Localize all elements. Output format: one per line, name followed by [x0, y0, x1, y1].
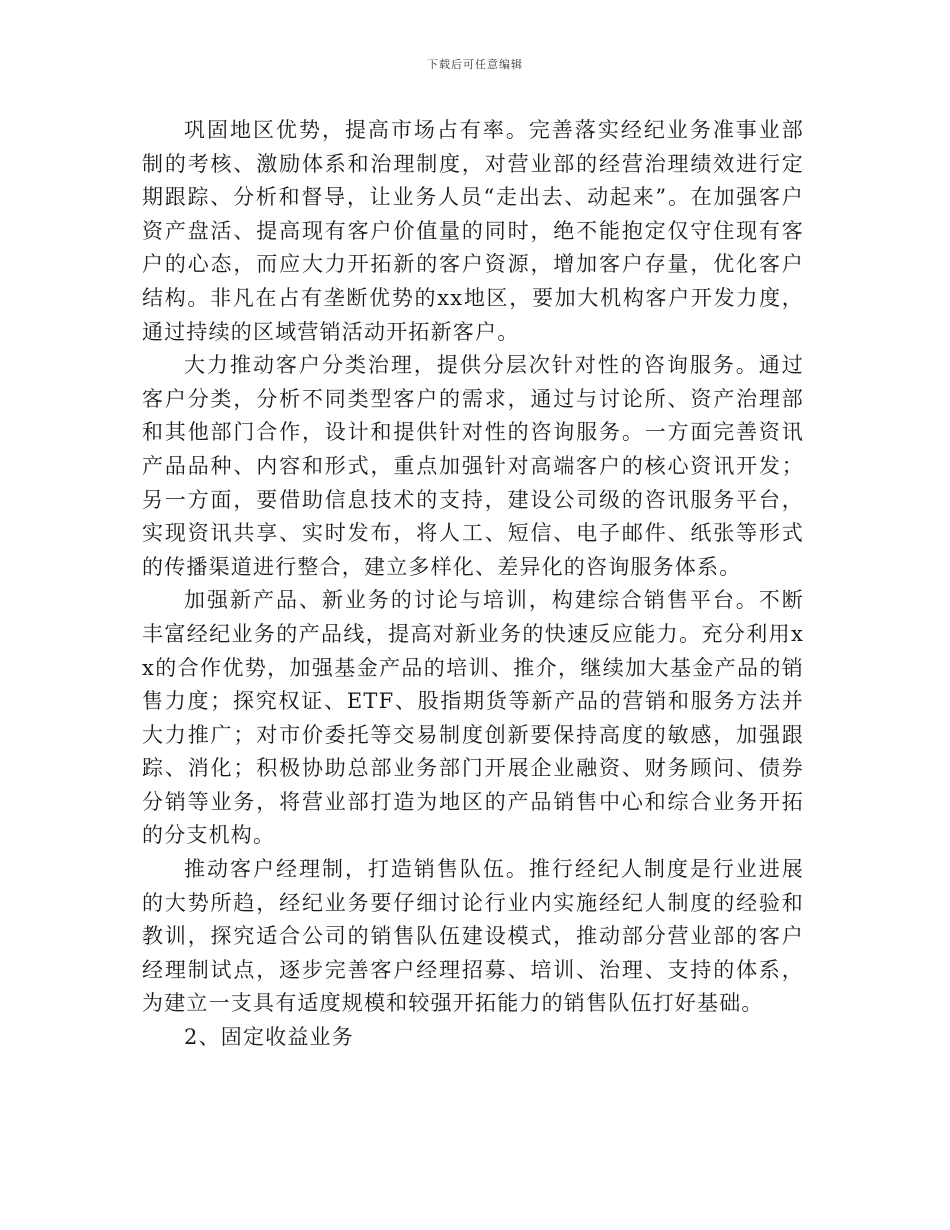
paragraph-regional-advantage: 巩固地区优势，提高市场占有率。完善落实经纪业务准事业部制的考核、激励体系和治理制度，对营业部的经营治理绩效进行定期跟踪、分析和督导，让业务人员“走出去、动起来”。在加强客户资产盘活、提高现有客户价值量的同时，绝不能抱定仅守住现有客户的心态，而应大力开拓新的客户资源，增加客户存量，优化客户结构。非凡在占有垄断优势的xx地区，要加大机构客户开发力度，通过持续的区域营销活动开拓新客户。 — [142, 118, 804, 344]
paragraph-account-manager: 推动客户经理制，打造销售队伍。推行经纪人制度是行业进展的大势所趋，经纪业务要仔细讨论行业内实施经纪人制度的经验和教训，探究适合公司的销售队伍建设模式，推动部分营业部的客户经理制试点，逐步完善客户经理招募、培训、治理、支持的体系，为建立一支具有适度规模和较强开拓能力的销售队伍打好基础。 — [142, 857, 804, 1016]
paragraph-new-products: 加强新产品、新业务的讨论与培训，构建综合销售平台。不断丰富经纪业务的产品线，提高对新业务的快速反应能力。充分利用xx的合作优势，加强基金产品的培训、推介，继续加大基金产品的销售力度；探究权证、ETF、股指期货等新产品的营销和服务方法并大力推广；对市价委托等交易制度创新要保持高度的敏感，加强跟踪、消化；积极协助总部业务部门开展企业融资、财务顾问、债券分销等业务，将营业部打造为地区的产品销售中心和综合业务开拓的分支机构。 — [142, 588, 804, 848]
page-header: 下载后可任意编辑 — [427, 58, 523, 71]
document-body — [142, 114, 804, 1055]
section-heading-fixed-income: 2、固定收益业务 — [184, 1025, 354, 1050]
paragraph-customer-classification: 大力推动客户分类治理，提供分层次针对性的咨询服务。通过客户分类，分析不同类型客户的需求，通过与讨论所、资产治理部和其他部门合作，设计和提供针对性的咨询服务。一方面完善资讯产品品种、内容和形式，重点加强针对高端客户的核心资讯开发；另一方面，要借助信息技术的支持，建设公司级的咨讯服务平台，实现资讯共享、实时发布，将人工、短信、电子邮件、纸张等形式的传播渠道进行整合，建立多样化、差异化的咨询服务体系。 — [142, 353, 804, 579]
